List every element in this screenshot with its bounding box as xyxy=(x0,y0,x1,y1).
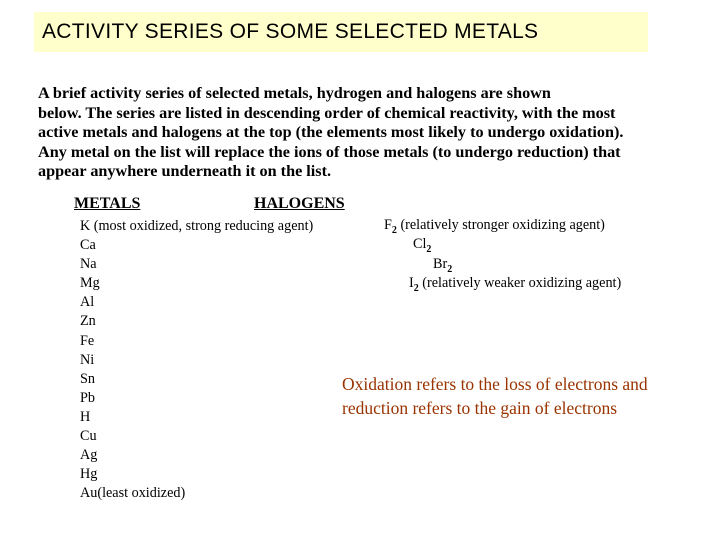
halogen-symbol: Br xyxy=(433,256,448,272)
halogen-symbol: I xyxy=(409,275,414,291)
halogen-item xyxy=(409,275,621,294)
intro-line: active metals and halogens at the top (the elements most likely to undergo oxidation). xyxy=(38,123,624,141)
halogen-item xyxy=(413,236,431,255)
intro-line: appear anywhere underneath it on the list. xyxy=(38,162,332,180)
metal-item: Ca xyxy=(80,237,96,254)
intro-line: A brief activity series of selected metals, hydrogen and halogens are shown xyxy=(38,84,551,102)
halogen-subscript: 2 xyxy=(447,263,453,275)
page-title: ACTIVITY SERIES OF SOME SELECTED METALS xyxy=(42,20,539,43)
halogen-symbol: F xyxy=(384,217,392,233)
metal-item: Hg xyxy=(80,466,98,483)
title-banner xyxy=(34,12,648,52)
metal-item: Ni xyxy=(80,351,95,368)
halogen-item xyxy=(384,217,605,236)
metal-item: Mg xyxy=(80,275,100,292)
intro-line: below. The series are listed in descending order of chemical reactivity, with the most xyxy=(38,103,616,122)
metal-item: Sn xyxy=(80,370,95,387)
oxidation-note: Oxidation refers to the loss of electrons and reduction refers to the gain of electrons xyxy=(342,374,648,418)
metal-item: K (most oxidized, strong reducing agent) xyxy=(80,218,314,234)
metals-list xyxy=(80,217,313,503)
metal-item: Zn xyxy=(80,313,96,330)
metal-item: H xyxy=(80,408,91,425)
intro-paragraph xyxy=(38,84,678,182)
metal-item: Fe xyxy=(80,332,95,349)
metal-item: Na xyxy=(80,256,97,273)
halogens-header: HALOGENS xyxy=(254,195,345,212)
halogen-subscript: 2 xyxy=(413,282,419,294)
metal-item: Ag xyxy=(80,447,98,464)
halogen-note: (relatively weaker oxidizing agent) xyxy=(418,275,622,291)
halogen-subscript: 2 xyxy=(391,224,397,236)
metal-item: Pb xyxy=(80,389,95,406)
intro-line: Any metal on the list will replace the ions of those metals (to undergo reduction) that xyxy=(38,142,621,161)
metal-item: Au(least oxidized) xyxy=(80,485,186,502)
halogen-symbol: Cl xyxy=(413,236,427,252)
halogen-note: (relatively stronger oxidizing agent) xyxy=(396,217,605,233)
metals-header: METALS xyxy=(74,195,141,212)
halogen-item xyxy=(433,256,452,275)
metal-item: Cu xyxy=(80,428,97,445)
metal-item: Al xyxy=(80,294,95,311)
halogen-subscript: 2 xyxy=(426,243,432,255)
